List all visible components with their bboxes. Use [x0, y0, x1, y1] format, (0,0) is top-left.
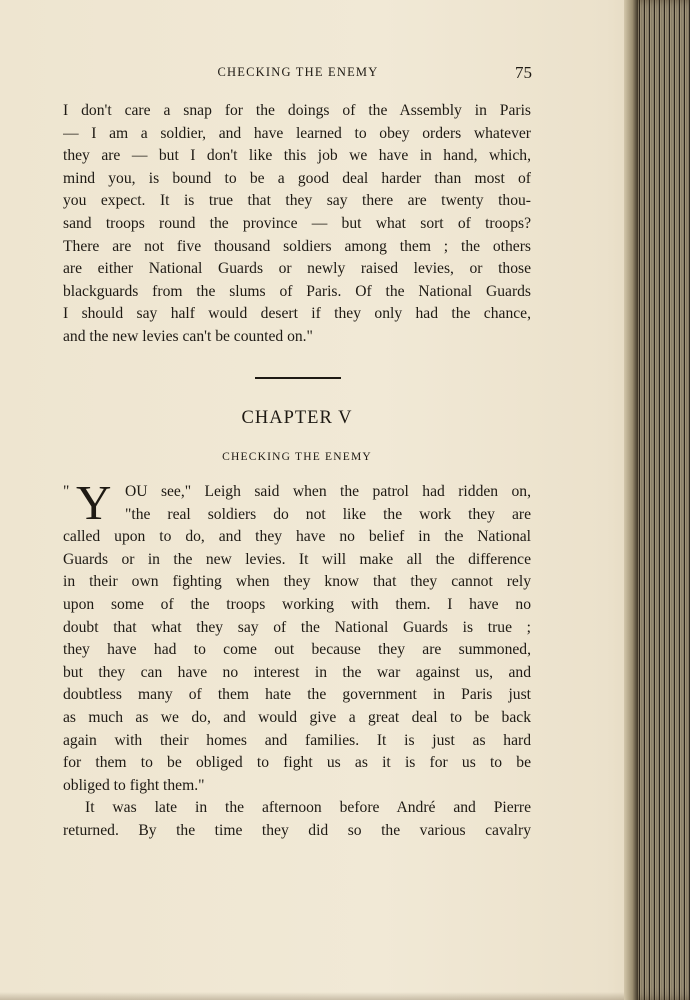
text-line: I don't care a snap for the doings of the Assembly in Paris	[63, 102, 531, 119]
text-line: There are not five thousand soldiers among them ; the others	[63, 237, 531, 255]
text-line: — I am a soldier, and have learned to obey orders whatever	[63, 124, 531, 142]
text-line: as much as we do, and would give a great deal to be back	[63, 708, 531, 726]
chapter-subtitle: CHECKING THE ENEMY	[222, 451, 372, 463]
running-head	[62, 63, 534, 83]
running-head-title: CHECKING THE ENEMY	[217, 65, 379, 79]
text-line: they are — but I don't like this job we have in hand, which,	[63, 147, 531, 165]
chapter-title: CHAPTER V	[241, 408, 353, 428]
book-binding-edge	[624, 0, 690, 1000]
text-line: mind you, is bound to be a good deal harder than most of	[63, 169, 531, 187]
text-line: are either National Guards or newly raised levies, or those	[63, 260, 531, 278]
text-line: in their own fighting when they know that they cannot rely	[63, 573, 531, 591]
text-line: called upon to do, and they have no belief in the National	[63, 528, 531, 546]
text-line: doubt that what they say of the National Guards is true ;	[63, 618, 531, 636]
text-line: but they can have no interest in the war against us, and	[63, 663, 531, 681]
text-line: blackguards from the slums of Paris. Of the National Guards	[63, 282, 531, 300]
text-line: It was late in the afternoon before André and Pierre	[85, 799, 531, 817]
text-line: "the real soldiers do not like the work they are	[125, 505, 531, 523]
text-line: you expect. It is true that they say there are twenty thou-	[63, 192, 531, 210]
text-line: I should say half would desert if they only had the chance,	[63, 305, 531, 323]
page-number: 75	[515, 63, 532, 82]
text-line: obliged to fight them."	[63, 776, 205, 794]
text-line: for them to be obliged to fight us as it is for us to be	[63, 754, 531, 772]
text-line: returned. By the time they did so the various cavalry	[63, 821, 531, 839]
opening-quote-mark: "	[63, 483, 70, 500]
section-divider-rule	[255, 377, 341, 379]
text-line: OU see," Leigh said when the patrol had ridden on,	[125, 483, 531, 500]
text-line: again with their homes and families. It is just as hard	[63, 731, 531, 749]
text-line: Guards or in the new levies. It will make all the difference	[63, 550, 531, 568]
text-line: upon some of the troops working with them. I have no	[63, 595, 531, 613]
text-line: doubtless many of them hate the government in Paris just	[63, 686, 531, 704]
drop-cap-letter: Y	[76, 475, 112, 530]
page-bottom-shadow	[0, 992, 630, 1000]
chapter-opening-paragraph	[63, 475, 531, 843]
text-line: sand troops round the province — but what sort of troops?	[63, 214, 531, 232]
text-line: and the new levies can't be counted on."	[63, 327, 313, 345]
text-line: they have had to come out because they are summoned,	[63, 641, 531, 659]
top-paragraph	[63, 100, 531, 349]
